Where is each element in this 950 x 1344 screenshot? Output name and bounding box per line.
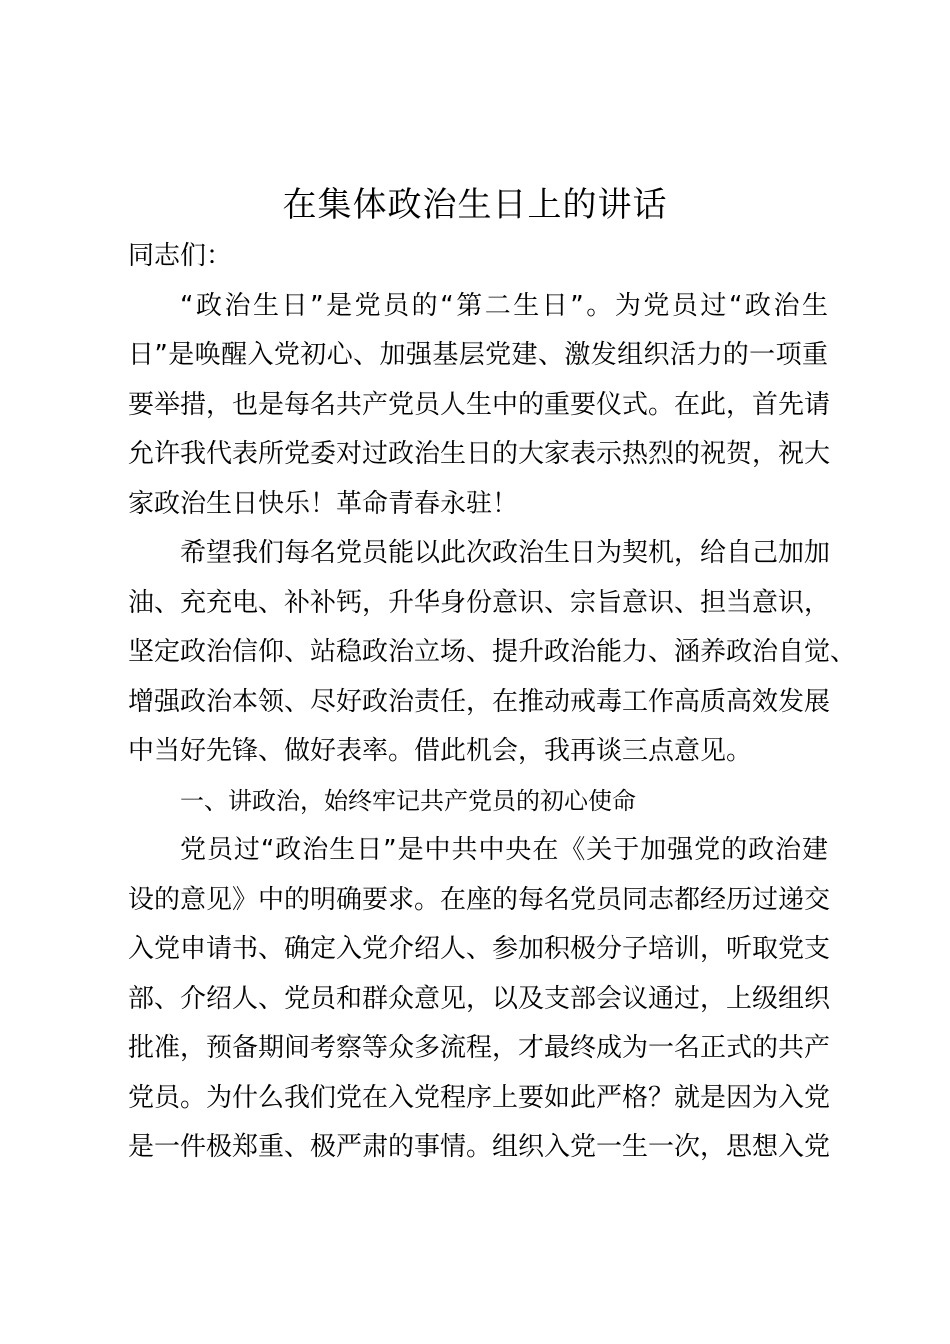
- text-line: 允许我代表所党委对过政治生日的大家表示热烈的祝贺，祝大: [128, 439, 831, 469]
- text-line: 党员过“政治生日”是中共中央在《关于加强党的政治建: [180, 835, 828, 865]
- text-line: 家政治生日快乐！革命青春永驻！: [128, 488, 519, 519]
- document-body: [128, 232, 857, 1173]
- text-line: 油、充充电、补补钙，升华身份意识、宗旨意识、担当意识，: [128, 587, 831, 618]
- text-line: 批准，预备期间考察等众多流程，才最终成为一名正式的共产: [128, 1033, 831, 1063]
- text-line: 入党申请书、确定入党介绍人、参加积极分子培训，听取党支: [128, 934, 831, 964]
- section-heading: 一、讲政治，始终牢记共产党员的初心使命: [180, 786, 636, 815]
- text-line: 坚定政治信仰、站稳政治立场、提升政治能力、涵养政治自觉、: [128, 637, 857, 667]
- text-line: 日”是唤醒入党初心、加强基层党建、激发组织活力的一项重: [128, 340, 828, 370]
- text-line: 是一件极郑重、极严肃的事情。组织入党一生一次，思想入党: [128, 1132, 831, 1162]
- text-line: 要举措，也是每名共产党员人生中的重要仪式。在此，首先请: [128, 389, 831, 420]
- text-line: 设的意见》中的明确要求。在座的每名党员同志都经历过递交: [128, 884, 831, 915]
- text-line: 增强政治本领、尽好政治责任，在推动戒毒工作高质高效发展: [128, 686, 831, 717]
- document-title: 在集体政治生日上的讲话: [282, 185, 668, 225]
- text-line: 中当好先锋、做好表率。借此机会，我再谈三点意见。: [128, 736, 753, 766]
- text-line: “政治生日”是党员的“第二生日”。为党员过“政治生: [180, 290, 828, 321]
- text-line: 部、介绍人、党员和群众意见，以及支部会议通过，上级组织: [128, 983, 831, 1014]
- text-line: 同志们：: [128, 241, 233, 271]
- text-line: 希望我们每名党员能以此次政治生日为契机，给自己加加: [180, 538, 831, 568]
- text-line: 党员。为什么我们党在入党程序上要如此严格？就是因为入党: [128, 1082, 831, 1113]
